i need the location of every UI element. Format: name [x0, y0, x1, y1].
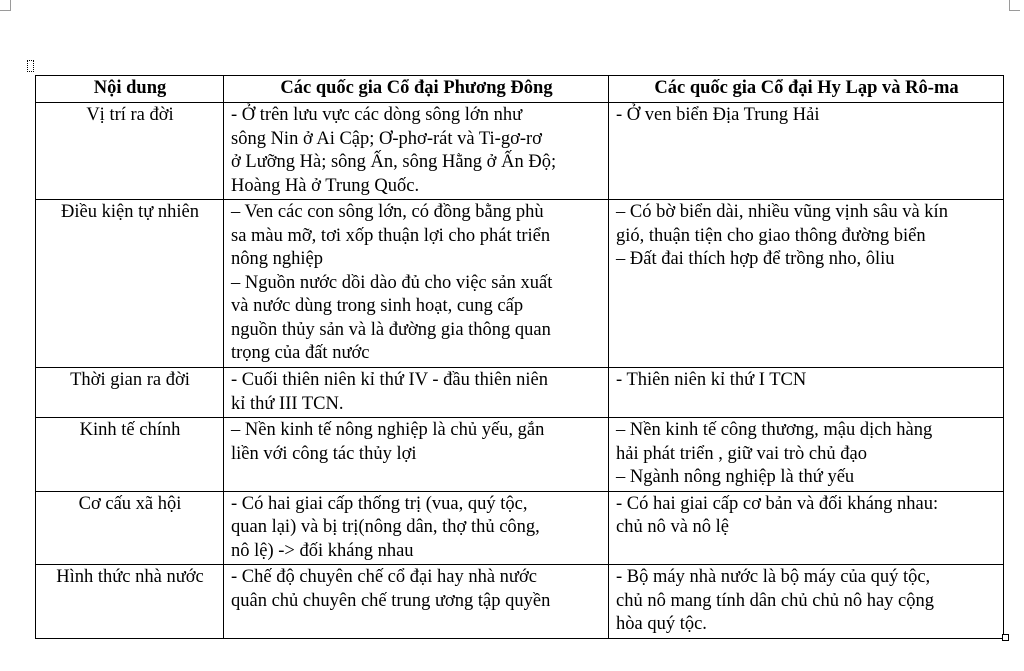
comparison-table	[35, 75, 1004, 639]
row-topic: Kinh tế chính	[36, 418, 224, 492]
page-corner-mark-right	[1009, 0, 1020, 11]
table-row	[36, 565, 1004, 639]
greece-rome-cell: - Có hai giai cấp cơ bản và đối kháng nhau: chủ nô và nô lệ	[609, 491, 1004, 565]
eastern-cell: - Có hai giai cấp thống trị (vua, quý tộc, quan lại) và bị trị(nông dân, thợ thủ công, nô lệ) -> đối kháng nhau	[224, 491, 609, 565]
greece-rome-cell: - Thiên niên kỉ thứ I TCN	[609, 368, 1004, 418]
table-resize-handle[interactable]	[1002, 634, 1009, 641]
row-topic: Cơ cấu xã hội	[36, 491, 224, 565]
table-row	[36, 200, 1004, 368]
row-topic: Hình thức nhà nước	[36, 565, 224, 639]
table-row	[36, 368, 1004, 418]
row-topic: Điều kiện tự nhiên	[36, 200, 224, 368]
page-corner-mark-left	[0, 0, 11, 11]
table-row	[36, 103, 1004, 200]
greece-rome-cell: - Ở ven biển Địa Trung Hải	[609, 103, 1004, 200]
greece-rome-cell: – Có bờ biển dài, nhiều vũng vịnh sâu và kín gió, thuận tiện cho giao thông đường biển – Đất đai thích hợp để trồng nho, ôliu	[609, 200, 1004, 368]
eastern-cell: - Ở trên lưu vực các dòng sông lớn như sông Nin ở Ai Cập; Ơ-phơ-rát và Ti-gơ-rơ ở Lưỡng Hà; sông Ấn, sông Hằng ở Ấn Độ; Hoàng Hà ở Trung Quốc.	[224, 103, 609, 200]
greece-rome-cell: - Bộ máy nhà nước là bộ máy của quý tộc, chủ nô mang tính dân chủ chủ nô hay cộng hòa quý tộc.	[609, 565, 1004, 639]
row-topic: Thời gian ra đời	[36, 368, 224, 418]
header-eastern-states: Các quốc gia Cổ đại Phương Đông	[224, 76, 609, 103]
table-row	[36, 418, 1004, 492]
greece-rome-cell: – Nền kinh tế công thương, mậu dịch hàng hải phát triển , giữ vai trò chủ đạo – Ngành nông nghiệp là thứ yếu	[609, 418, 1004, 492]
row-topic: Vị trí ra đời	[36, 103, 224, 200]
table-header-row	[36, 76, 1004, 103]
eastern-cell: – Ven các con sông lớn, có đồng bằng phù sa màu mỡ, tơi xốp thuận lợi cho phát triển nông nghiệp – Nguồn nước dồi dào đủ cho việc sản xuất và nước dùng trong sinh hoạt, cung cấp nguồn thủy sản và là đường gia thông quan trọng của đất nước	[224, 200, 609, 368]
eastern-cell: - Chế độ chuyên chế cổ đại hay nhà nước quân chủ chuyên chế trung ương tập quyền	[224, 565, 609, 639]
header-content: Nội dung	[36, 76, 224, 103]
header-greece-rome: Các quốc gia Cổ đại Hy Lạp và Rô-ma	[609, 76, 1004, 103]
eastern-cell: - Cuối thiên niên kỉ thứ IV - đầu thiên niên kỉ thứ III TCN.	[224, 368, 609, 418]
table-move-handle[interactable]	[27, 60, 34, 72]
eastern-cell: – Nền kinh tế nông nghiệp là chủ yếu, gắn liền với công tác thủy lợi	[224, 418, 609, 492]
table-row	[36, 491, 1004, 565]
